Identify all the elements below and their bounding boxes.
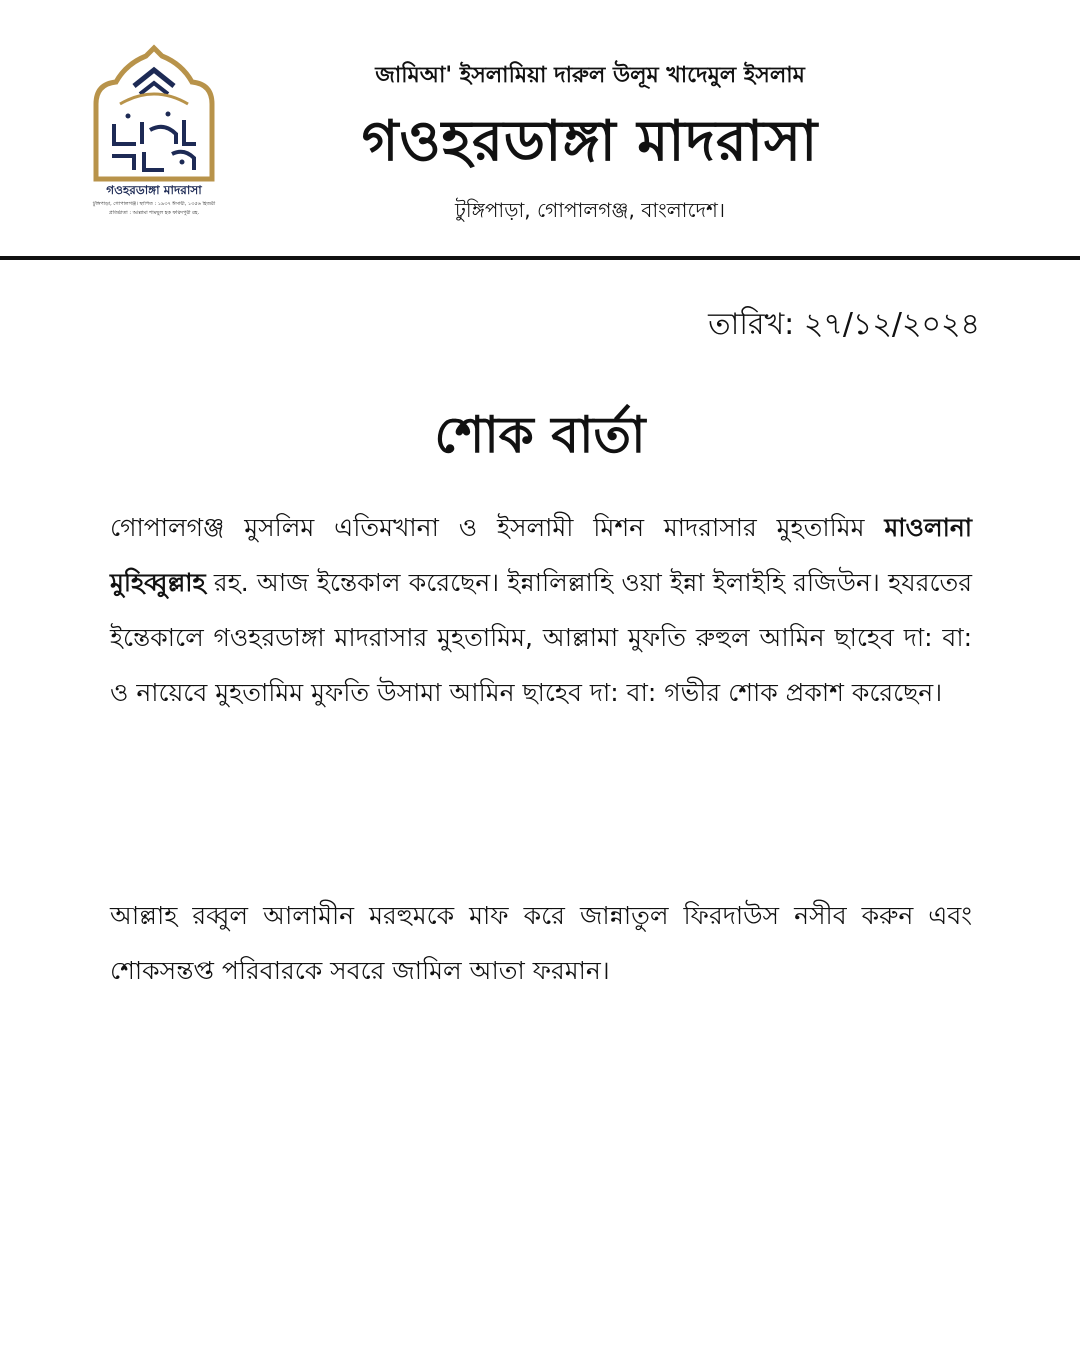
date-value: ২৭/১২/২০২৪ <box>803 307 980 342</box>
deceased-name: মাওলানা মুহিব্বুল্লাহ <box>110 513 972 597</box>
condolence-paragraph-2: আল্লাহ রব্বুল আলামীন মরহুমকে মাফ করে জান্নাতুল ফিরদাউস নসীব করুন এবং শোকসন্তপ্ত পরিবারকে সবরে জামিল আতা ফরমান। <box>110 901 972 985</box>
madrasa-logo <box>84 44 224 224</box>
paragraph-1-text-a: গোপালগঞ্জ মুসলিম এতিমখানা ও ইসলামী মিশন মাদরাসার মুহতামিম <box>110 513 885 542</box>
logo-emblem-icon <box>84 44 224 184</box>
date-line <box>708 300 980 351</box>
organization-title: গওহরডাঙ্গা মাদরাসা <box>361 109 819 174</box>
condolence-paragraph-1 <box>110 500 972 720</box>
condolence-heading: শোক বার্তা <box>434 406 646 464</box>
paragraph-1-text-b: রহ. আজ ইন্তেকাল করেছেন। ইন্নালিল্লাহি ওয়া ইন্না ইলাইহি রজিউন। হযরতের ইন্তেকালে গওহরডাঙ্গা মাদরাসার মুহতামিম, আল্লামা মুফতি রুহুল আমিন ছাহেব দা: বা: ও নায়েবে মুহতামিম মুফতি উসামা আমিন ছাহেব দা: বা: গভীর শোক প্রকাশ করেছেন। <box>110 568 972 707</box>
date-label: তারিখ: <box>708 307 795 342</box>
header-divider <box>0 256 1080 260</box>
organization-full-name: জামিআ' ইসলামিয়া দারুল উলূম খাদেমুল ইসলাম <box>375 63 805 88</box>
logo-name: গওহরডাঙ্গা মাদরাসা <box>106 183 202 197</box>
organization-address: টুঙ্গিপাড়া, গোপালগঞ্জ, বাংলাদেশ। <box>454 198 726 222</box>
logo-subtitle: টুঙ্গিপাড়া, গোপালগঞ্জ। স্থাপিত : ১৯৩৭ ঈসায়ী, ১৩৫৬ হিজরী <box>92 201 216 207</box>
logo-founder-line: প্রতিষ্ঠাতা : আল্লামা শামছুল হক ফরিদপুরী রহ. <box>108 210 200 216</box>
